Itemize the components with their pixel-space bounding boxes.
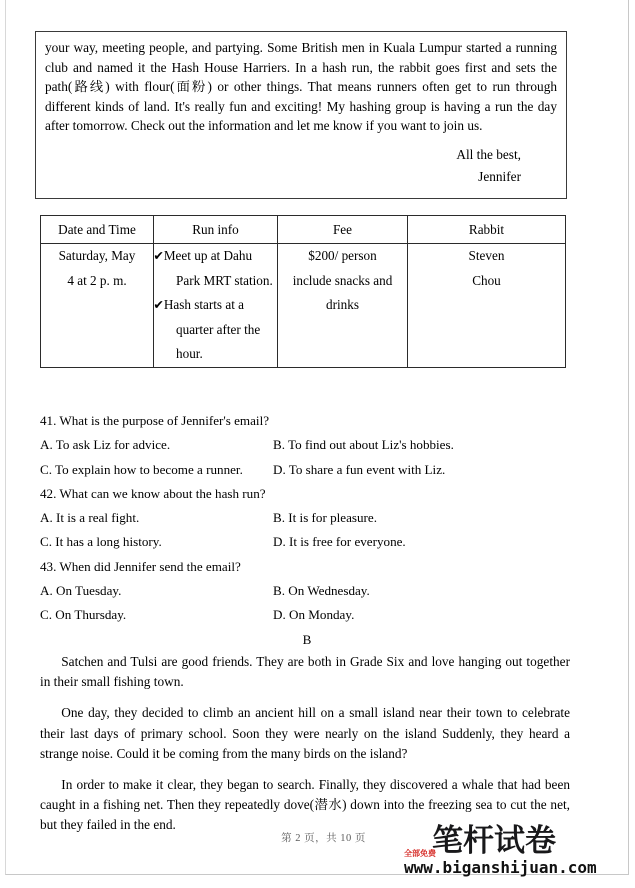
run-info-item-2 (154, 293, 277, 318)
rabbit-line-1: Steven (468, 248, 505, 263)
run-info-item-2-line-1: Hash starts at a (163, 297, 245, 312)
table-row (41, 244, 566, 368)
question-41-option-c[interactable]: C. To explain how to become a runner. (40, 461, 243, 477)
question-42-option-b[interactable]: B. It is for pleasure. (273, 510, 377, 526)
document-page (5, 0, 629, 875)
email-closing: All the best, (456, 146, 521, 162)
cell-rabbit (408, 244, 566, 368)
date-time-line-2: 4 at 2 p. m. (67, 272, 127, 288)
cell-fee (278, 244, 408, 368)
cell-run-info (154, 244, 278, 368)
watermark (404, 823, 597, 883)
questions-block (40, 409, 574, 652)
run-info-item-2-line-3: hour. (176, 346, 203, 361)
section-letter-b: B (302, 631, 312, 647)
run-info-item-2-line-2: quarter after the (176, 321, 261, 337)
question-43-stem: 43. When did Jennifer send the email? (40, 558, 241, 574)
question-43-option-a[interactable]: A. On Tuesday. (40, 583, 122, 599)
date-time-line-1: Saturday, May (58, 248, 136, 263)
question-43-options-row-2 (40, 603, 574, 627)
passage-paragraph-1: Satchen and Tulsi are good friends. They are both in Grade Six and love hanging out together in their small fishing town. (40, 654, 570, 690)
question-41-options-row-2 (40, 458, 574, 482)
question-41-option-d[interactable]: D. To share a fun event with Liz. (273, 461, 446, 477)
reading-passage (40, 652, 570, 847)
question-41-option-a[interactable]: A. To ask Liz for advice. (40, 437, 171, 453)
question-43-option-c[interactable]: C. On Thursday. (40, 607, 127, 623)
page-footer: 第 2 页，共 10 页 (281, 833, 366, 844)
watermark-url: www.biganshijuan.com (404, 858, 597, 877)
table-header-fee: Fee (278, 216, 408, 244)
fee-line-2: include snacks and (292, 272, 393, 288)
email-signature: Jennifer (478, 168, 521, 184)
question-42-options-row-2 (40, 530, 574, 554)
table-header-date-time: Date and Time (41, 216, 154, 244)
email-body-box (35, 31, 567, 199)
run-info-table (40, 215, 566, 368)
passage-paragraph-3: In order to make it clear, they began to search. Finally, they discovered a whale that had been caught in a fishing net. Then they repeatedly dove(潜水) down into the freezing sea to cut the net, but they failed in the end. (40, 777, 570, 833)
question-42-option-d[interactable]: D. It is free for everyone. (273, 534, 406, 550)
question-43-options-row-1 (40, 579, 574, 603)
passage-paragraph-2: One day, they decided to climb an ancient hill on a small island near their town to celebrate their last days of primary school. Soon they were nearly on the island Suddenly, they heard a strange noise. Could it be coming from the many birds on the island? (40, 705, 570, 761)
question-41-option-b[interactable]: B. To find out about Liz's hobbies. (273, 437, 454, 453)
watermark-free-tag: 全部免费 (404, 849, 436, 858)
table-header-rabbit: Rabbit (408, 216, 566, 244)
fee-line-1: $200/ person (308, 248, 377, 263)
question-42-option-a[interactable]: A. It is a real fight. (40, 510, 140, 526)
rabbit-line-2: Chou (472, 272, 501, 288)
question-42-stem: 42. What can we know about the hash run? (40, 485, 266, 501)
run-info-item-1 (154, 244, 277, 269)
table-header-row (41, 216, 566, 244)
signature-spacer (45, 136, 557, 145)
question-41-options-row-1 (40, 433, 574, 457)
cell-date-time (41, 244, 154, 368)
check-icon: ✔ (153, 298, 164, 312)
table-header-run-info: Run info (154, 216, 278, 244)
run-info-item-1-line-1: Meet up at Dahu (163, 248, 253, 263)
question-42-options-row-1 (40, 506, 574, 530)
question-43-option-b[interactable]: B. On Wednesday. (273, 583, 370, 599)
question-42-option-c[interactable]: C. It has a long history. (40, 534, 162, 550)
question-43-option-d[interactable]: D. On Monday. (273, 607, 355, 623)
run-info-item-1-line-2: Park MRT station. (176, 272, 273, 288)
watermark-brand-cn: 笔杆试卷 (432, 823, 556, 859)
fee-line-3: drinks (326, 297, 359, 312)
question-41-stem: 41. What is the purpose of Jennifer's email? (40, 413, 270, 428)
email-paragraph: your way, meeting people, and partying. Some British men in Kuala Lumpur started a running club and named it the Hash House Harriers. In a hash run, the rabbit goes first and sets the path(路线) with flour(面粉) or other things. That means runners often get to run through different kinds of land. It's really fun and exciting! My hashing group is having a run the day after tomorrow. Check out the information and let me know if you want to join us. (45, 40, 557, 134)
check-icon: ✔ (153, 249, 164, 263)
